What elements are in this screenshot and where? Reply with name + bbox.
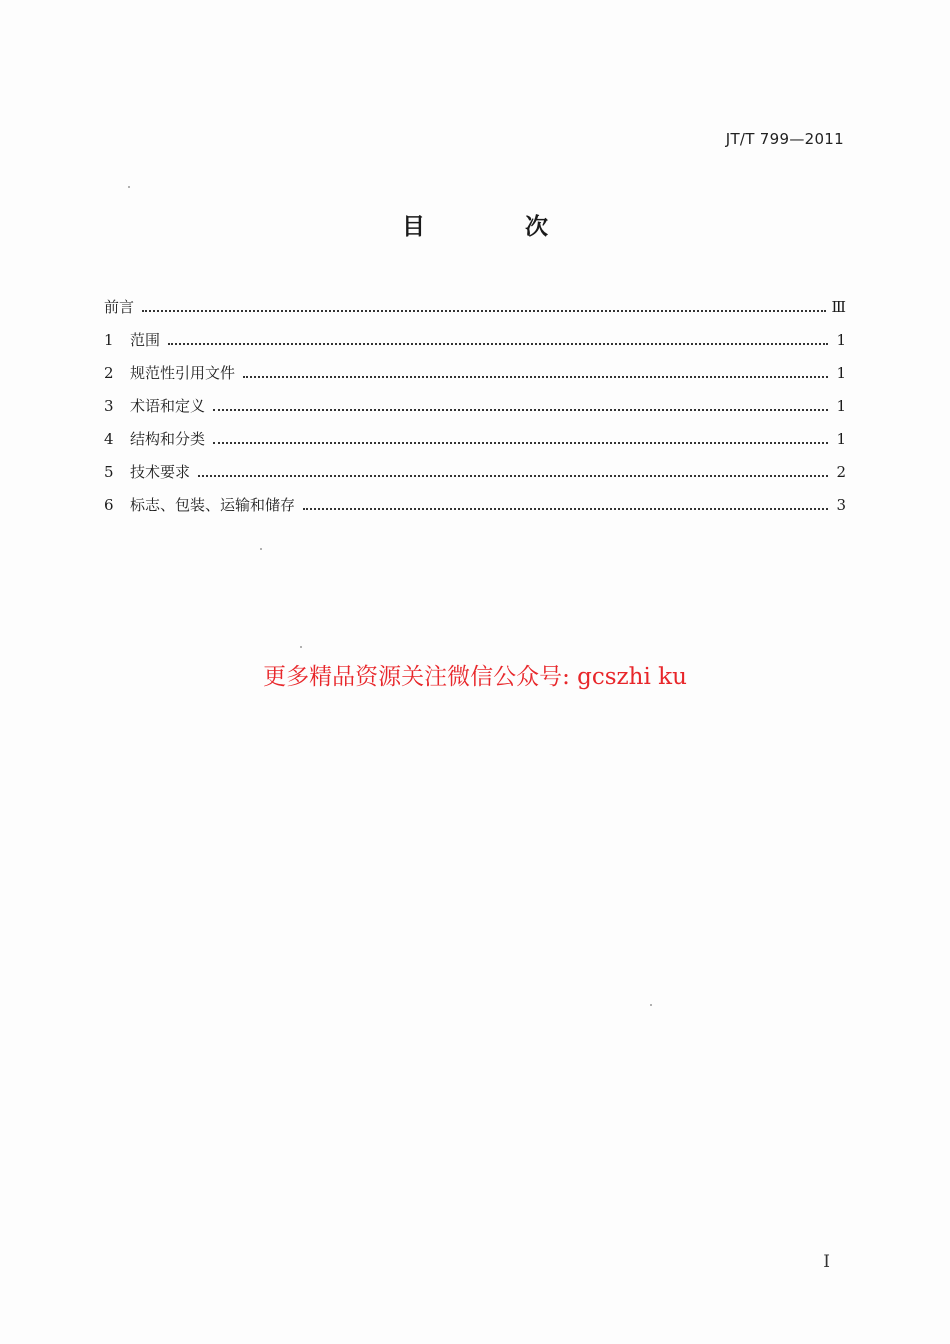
toc-entry-marking-packaging[interactable]: [104, 482, 846, 515]
toc-leader-dots: [198, 475, 828, 477]
toc-entry-text: 前言: [104, 298, 135, 316]
toc-entry-page: Ⅲ: [831, 298, 846, 316]
toc-entry-technical-requirements[interactable]: [104, 449, 846, 482]
toc-entry-number: 4: [104, 430, 114, 448]
toc-entry-normative-references[interactable]: [104, 350, 846, 383]
toc-entry-terms-definitions[interactable]: [104, 383, 846, 416]
toc-entry-number: 3: [104, 397, 114, 415]
toc-entry-text: 规范性引用文件: [130, 364, 236, 382]
toc-entry-text: 术语和定义: [130, 397, 206, 415]
toc-entry-foreword[interactable]: [104, 284, 846, 317]
toc-leader-dots: [213, 409, 828, 411]
toc-entry-number: 6: [104, 496, 114, 514]
watermark-text: 更多精品资源关注微信公众号: gcszhi ku: [263, 664, 687, 690]
toc-entry-page: 1: [836, 331, 846, 349]
toc-entry-text: 范围: [130, 331, 161, 349]
toc-leader-dots: [243, 376, 828, 378]
scan-speck: [650, 1004, 652, 1006]
scan-speck: [260, 548, 262, 550]
toc-leader-dots: [168, 343, 828, 345]
scan-speck: [128, 186, 130, 188]
table-of-contents: [104, 284, 846, 515]
standard-code: JT/T 799—2011: [725, 130, 844, 148]
toc-leader-dots: [303, 508, 828, 510]
toc-entry-page: 1: [836, 430, 846, 448]
toc-entry-text: 结构和分类: [130, 430, 206, 448]
toc-entry-number: 1: [104, 331, 114, 349]
toc-entry-number: 5: [104, 463, 114, 481]
toc-leader-dots: [142, 310, 826, 312]
toc-entry-text: 标志、包装、运输和储存: [130, 496, 296, 514]
page-number: I: [823, 1252, 830, 1272]
toc-entry-page: 3: [836, 496, 846, 514]
toc-entry-page: 2: [836, 463, 846, 481]
toc-entry-text: 技术要求: [130, 463, 191, 481]
toc-title: 目 次: [401, 214, 594, 240]
toc-entry-scope[interactable]: [104, 317, 846, 350]
toc-entry-page: 1: [836, 397, 846, 415]
scan-speck: [300, 646, 302, 648]
toc-entry-page: 1: [836, 364, 846, 382]
toc-entry-structure-classification[interactable]: [104, 416, 846, 449]
toc-entry-number: 2: [104, 364, 114, 382]
toc-leader-dots: [213, 442, 828, 444]
